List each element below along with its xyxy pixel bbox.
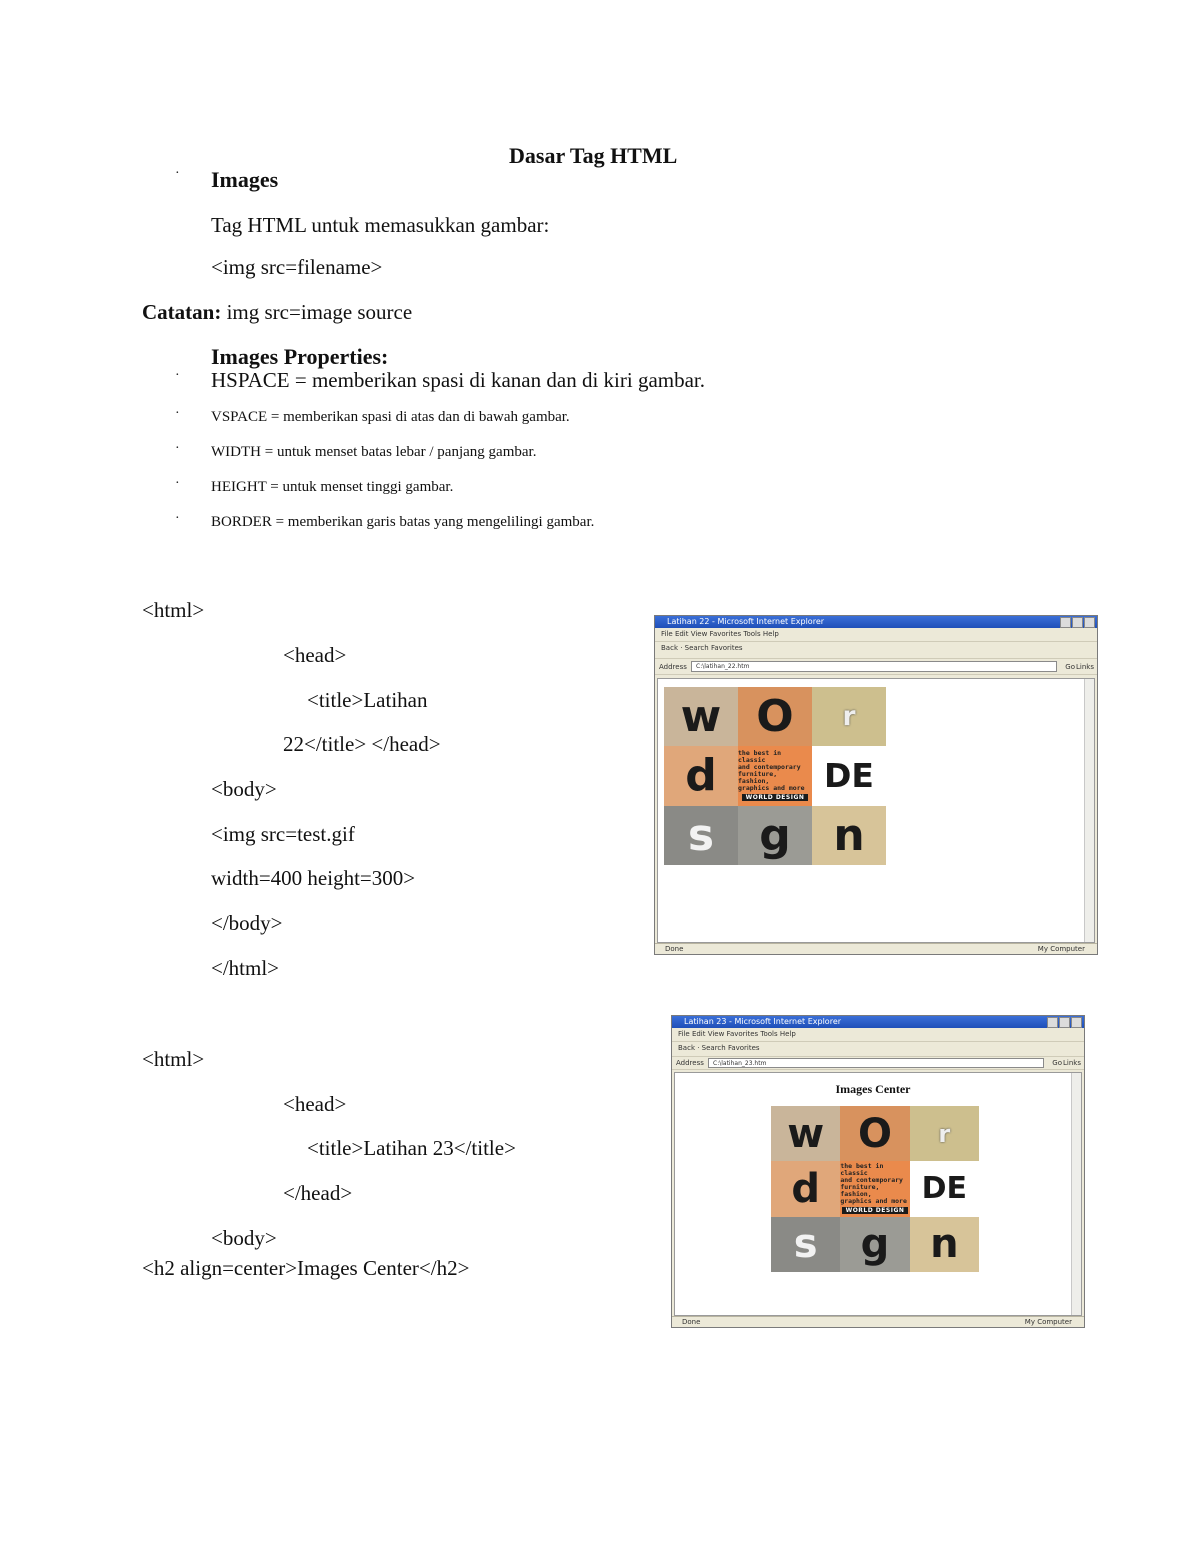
code-line: <title>Latihan [307,688,428,712]
code-line: width=400 height=300> [211,866,416,890]
property-item: WIDTH = untuk menset batas lebar / panjang gambar. [211,444,537,460]
links-button[interactable]: Links [1076,663,1094,671]
property-item: HSPACE = memberikan spasi di kanan dan di kiri gambar. [211,368,706,392]
code-line: </body> [211,911,283,935]
tagline-line: the best in classic [840,1162,884,1178]
minimize-icon[interactable] [1060,617,1071,628]
world-design-image [771,1106,979,1272]
status-bar [655,943,1097,954]
collage-letter: w [787,1110,825,1157]
collage-letter: r [842,701,856,733]
tagline-line: and contemporary [840,1176,903,1185]
collage-tile [664,687,738,746]
collage-letter: w [680,691,722,743]
images-heading: Images [211,167,279,192]
images-line1: Tag HTML untuk memasukkan gambar: [211,213,550,237]
collage-tile [738,746,812,805]
bullet: · [175,368,180,383]
code-line: <img src=test.gif [211,822,355,846]
minimize-icon[interactable] [1047,1017,1058,1028]
collage-tile [812,746,886,805]
collage-letter: O [857,1110,892,1157]
collage-letter: g [759,809,791,861]
address-bar [655,661,1097,675]
toolbar[interactable]: Back · Search Favorites [655,642,1097,659]
tagline-line: graphics and more [738,784,805,793]
properties-heading: Images Properties: [211,344,389,369]
collage-tile [812,687,886,746]
collage-tile [664,806,738,865]
status-text: Done [665,945,684,953]
page-heading: Images Center [835,1082,911,1096]
collage-tagline [840,1163,909,1205]
address-label: Address [676,1059,704,1067]
tagline-line: the best in classic [738,749,782,765]
world-design-label: WORLD DESIGN [842,1207,909,1214]
page-content [657,678,1095,943]
code-line: 22</title> </head> [283,732,441,756]
bullet: · [175,406,180,421]
collage-tagline [738,750,812,792]
tagline-line: furniture, fashion, [738,770,778,786]
tagline-line: graphics and more [840,1197,907,1206]
status-text: Done [682,1318,701,1326]
address-bar [672,1058,1084,1070]
collage-letter: s [687,809,715,861]
collage-letter: s [793,1221,818,1268]
maximize-icon[interactable] [1072,617,1083,628]
collage-tile [910,1161,979,1216]
address-label: Address [659,663,687,671]
collage-letter: n [930,1221,959,1268]
collage-letter: DE [824,756,874,796]
address-input[interactable]: C:\latihan_22.htm [691,661,1057,672]
code-line: <head> [283,643,347,667]
code-line: <html> [142,598,205,622]
images-line2: <img src=filename> [211,255,383,279]
code-line: <title>Latihan 23</title> [307,1136,516,1160]
vertical-scrollbar[interactable] [1084,679,1094,942]
code-line: <body> [211,1226,277,1250]
menu-bar[interactable]: File Edit View Favorites Tools Help [672,1028,1084,1042]
code-line: </head> [283,1181,353,1205]
address-input[interactable]: C:\latihan_23.htm [708,1058,1044,1068]
collage-letter: DE [921,1171,968,1207]
window-title: Latihan 23 - Microsoft Internet Explorer [684,1017,842,1026]
property-item: HEIGHT = untuk menset tinggi gambar. [211,479,454,495]
collage-tile [771,1161,840,1216]
code-line: <head> [283,1092,347,1116]
collage-letter: d [685,750,717,802]
collage-letter: g [860,1221,890,1268]
window-title: Latihan 22 - Microsoft Internet Explorer [667,617,825,626]
world-design-image [664,687,886,865]
go-button[interactable]: Go [1052,1059,1062,1067]
catatan-label: Catatan: [142,300,222,324]
collage-tile [738,687,812,746]
close-icon[interactable] [1071,1017,1082,1028]
page-title: Dasar Tag HTML [509,143,678,168]
catatan-text: img src=image source [226,300,413,324]
collage-tile [910,1106,979,1161]
collage-tile [738,806,812,865]
browser-window-1 [654,615,1098,955]
code-line: <h2 align=center>Images Center</h2> [142,1256,470,1280]
collage-tile [840,1217,909,1272]
collage-letter: r [938,1119,951,1148]
property-item: VSPACE = memberikan spasi di atas dan di bawah gambar. [211,409,570,425]
page-content [674,1072,1082,1316]
collage-tile [771,1106,840,1161]
maximize-icon[interactable] [1059,1017,1070,1028]
bullet: · [175,166,180,181]
bullet: · [175,441,180,456]
collage-tile [812,806,886,865]
collage-letter: d [791,1165,820,1212]
vertical-scrollbar[interactable] [1071,1073,1081,1315]
code-line: <body> [211,777,277,801]
bullet: · [175,476,180,491]
tagline-line: and contemporary [738,763,801,772]
bullet: · [175,511,180,526]
window-titlebar [655,616,1097,628]
collage-tile [840,1161,909,1216]
code-line: <html> [142,1047,205,1071]
collage-letter: n [833,809,865,861]
status-zone: My Computer [1024,1318,1072,1326]
property-item: BORDER = memberikan garis batas yang mengelilingi gambar. [211,514,595,530]
links-button[interactable]: Links [1063,1059,1081,1067]
tagline-line: furniture, fashion, [840,1183,880,1199]
collage-letter: O [756,691,794,743]
collage-tile [910,1217,979,1272]
collage-tile [664,746,738,805]
code-line: </html> [211,956,280,980]
collage-tile [840,1106,909,1161]
menu-bar[interactable]: File Edit View Favorites Tools Help [655,628,1097,642]
catatan-note [142,300,412,325]
collage-tile [771,1217,840,1272]
world-design-label: WORLD DESIGN [742,794,809,801]
close-icon[interactable] [1084,617,1095,628]
status-bar [672,1316,1084,1327]
status-zone: My Computer [1037,945,1085,953]
window-titlebar [672,1016,1084,1028]
browser-window-2 [671,1015,1085,1328]
go-button[interactable]: Go [1065,663,1075,671]
toolbar[interactable]: Back · Search Favorites [672,1042,1084,1057]
